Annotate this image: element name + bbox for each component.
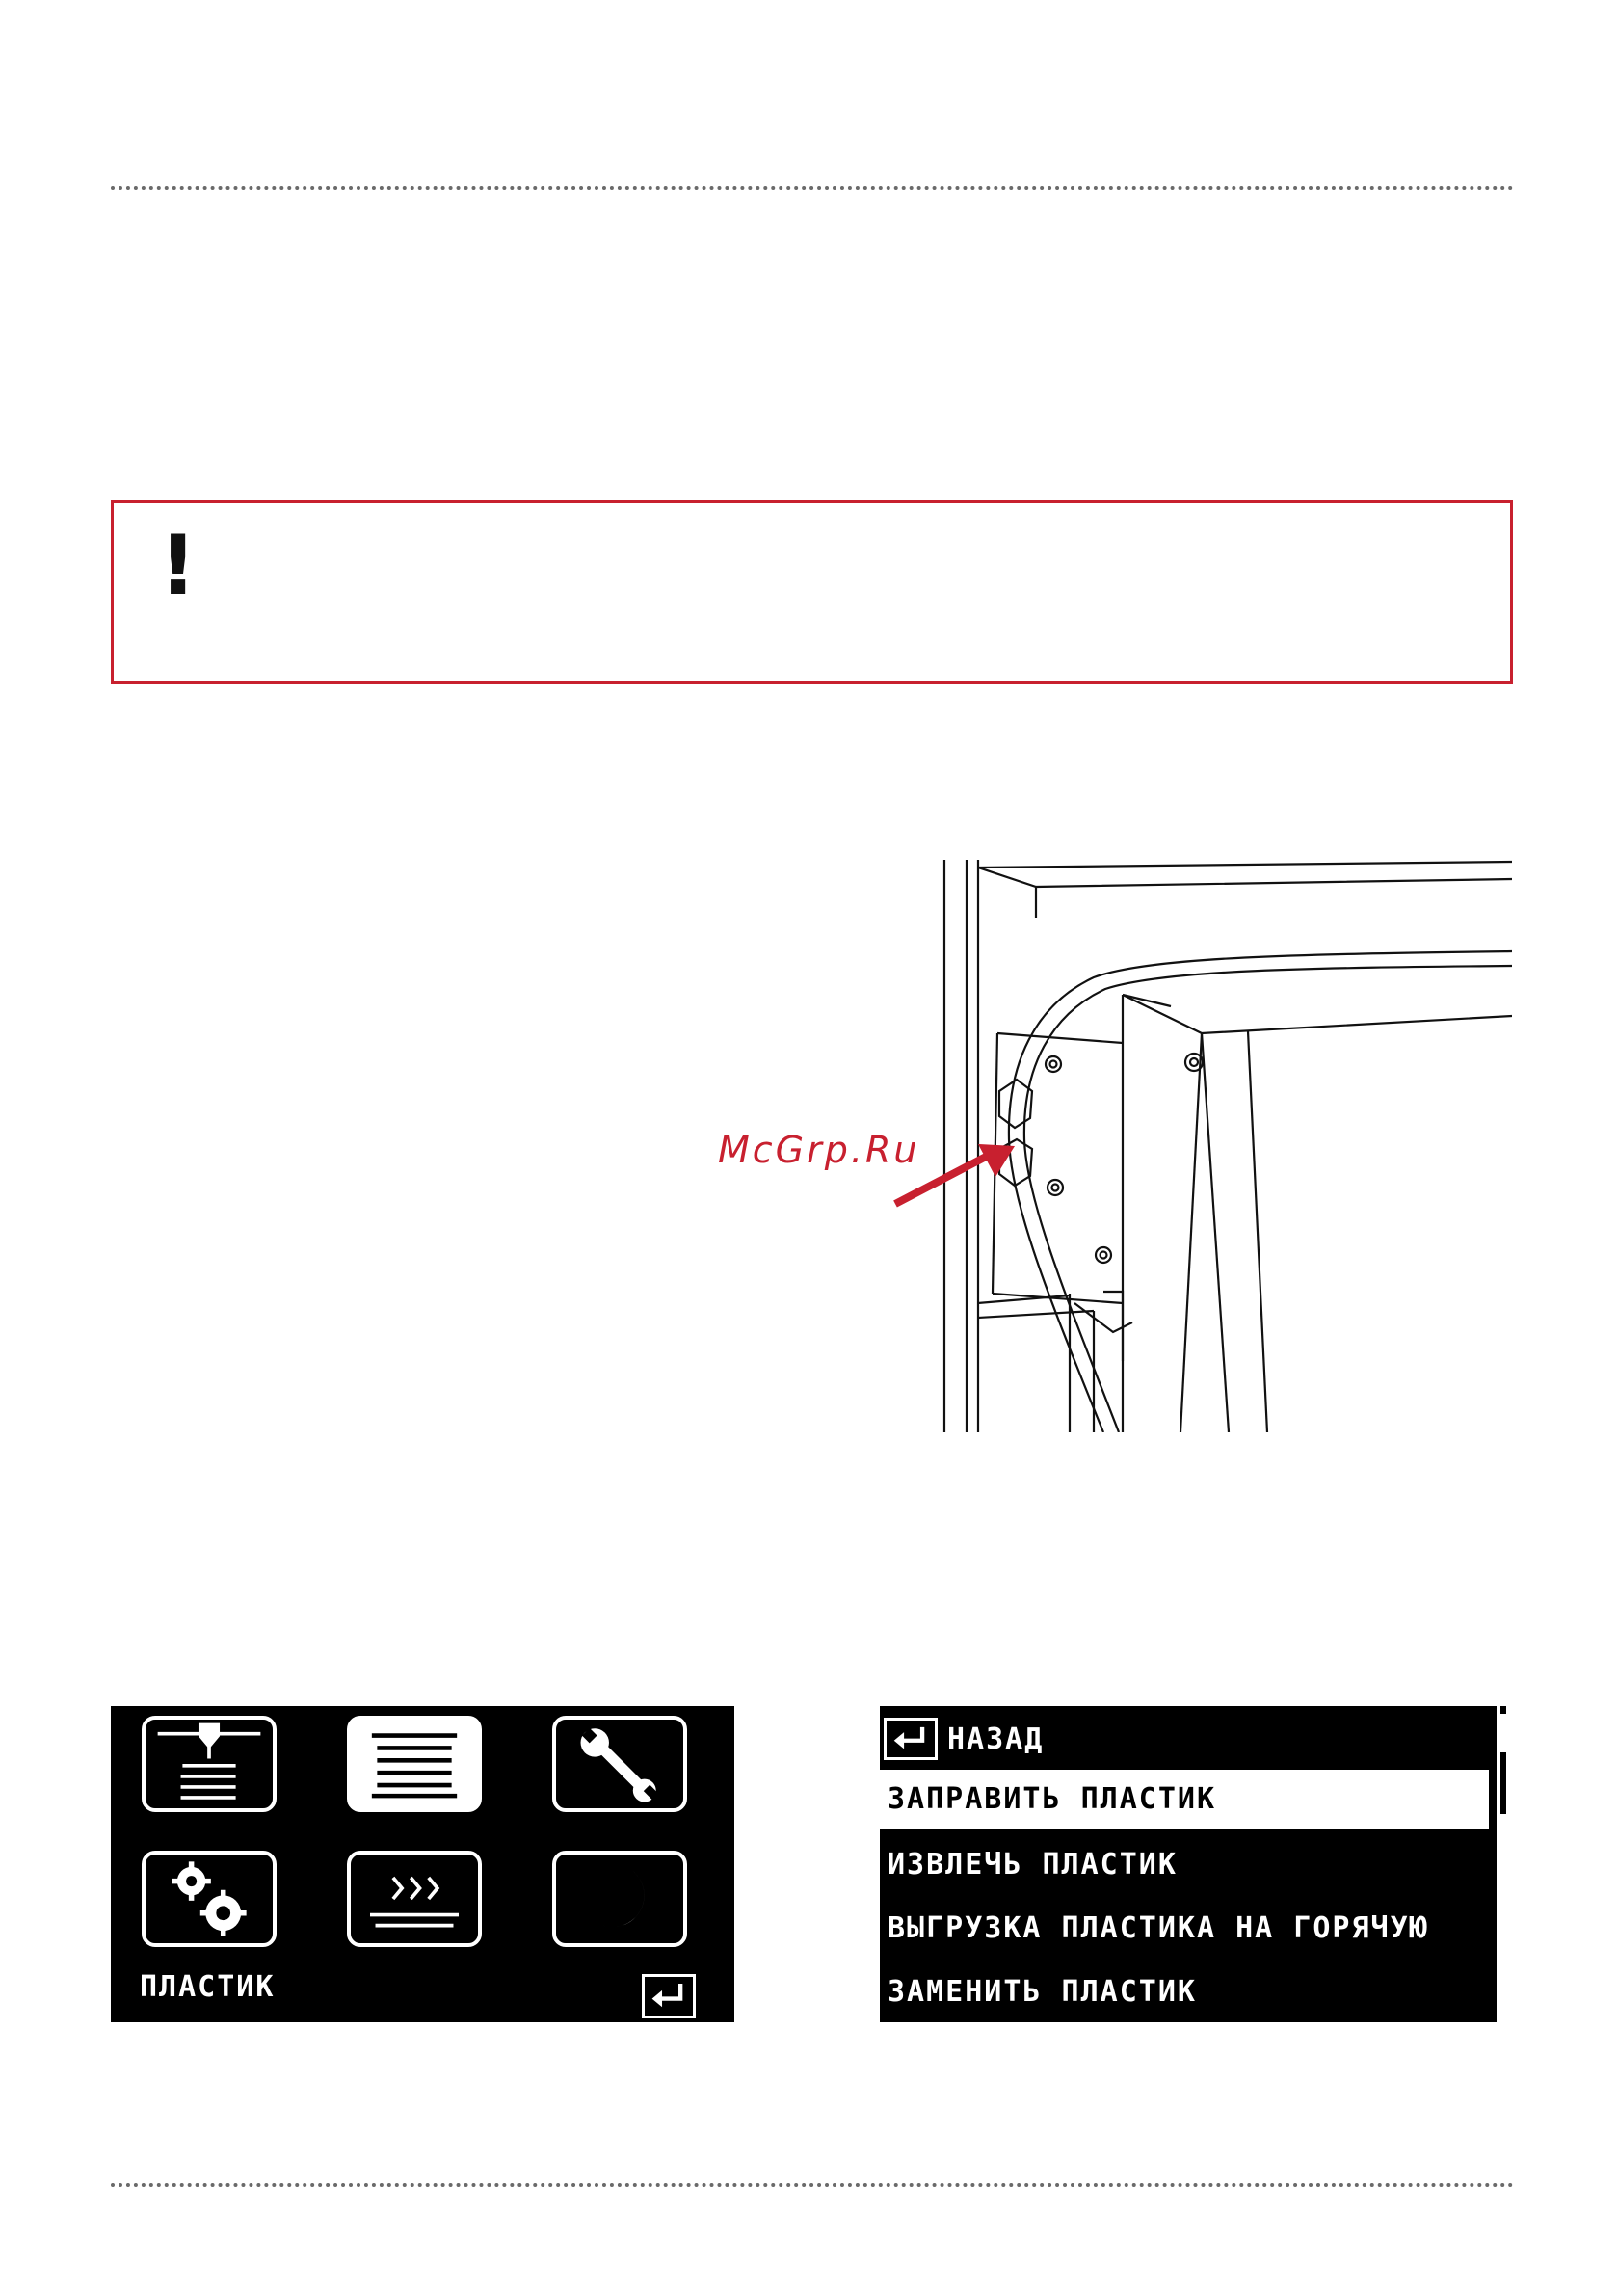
menu-back-label: НАЗАД — [947, 1722, 1045, 1756]
filament-menu-screen — [880, 1706, 1497, 2022]
menu-back-row[interactable] — [880, 1710, 1489, 1770]
warning-box — [111, 500, 1513, 684]
screen-label: ПЛАСТИК — [140, 1970, 276, 2004]
menu-item-unload-filament[interactable]: ИЗВЛЕЧЬ ПЛАСТИК — [888, 1848, 1178, 1882]
watermark-text: McGrp.Ru — [718, 1129, 920, 1171]
printer-main-menu-screen — [111, 1706, 734, 2022]
scrollbar-gap-upper — [1500, 1752, 1506, 1814]
enter-arrow-icon[interactable] — [642, 1974, 696, 2018]
pointer-arrow-icon — [891, 1142, 1021, 1210]
back-arrow-icon[interactable] — [884, 1718, 938, 1760]
menu-item-hot-unload[interactable]: ВЫГРУЗКА ПЛАСТИКА НА ГОРЯЧУЮ — [888, 1911, 1429, 1945]
gears-icon[interactable] — [142, 1851, 277, 1947]
menu-item-load-filament[interactable]: ЗАПРАВИТЬ ПЛАСТИК — [880, 1770, 1489, 1829]
bottom-divider — [111, 2183, 1514, 2187]
extrude-icon[interactable] — [142, 1716, 277, 1812]
sleep-moon-icon[interactable] — [552, 1851, 687, 1947]
wrench-icon[interactable] — [552, 1716, 687, 1812]
menu-item-change-filament[interactable]: ЗАМЕНИТЬ ПЛАСТИК — [888, 1975, 1197, 2009]
printer-feed-tube-illustration — [940, 860, 1512, 1432]
scrollbar-gap-lower — [1500, 1706, 1506, 1714]
exclamation-icon: ! — [159, 518, 198, 614]
top-divider — [111, 186, 1514, 190]
heated-bed-icon[interactable] — [347, 1851, 482, 1947]
filament-spool-icon[interactable] — [347, 1716, 482, 1812]
